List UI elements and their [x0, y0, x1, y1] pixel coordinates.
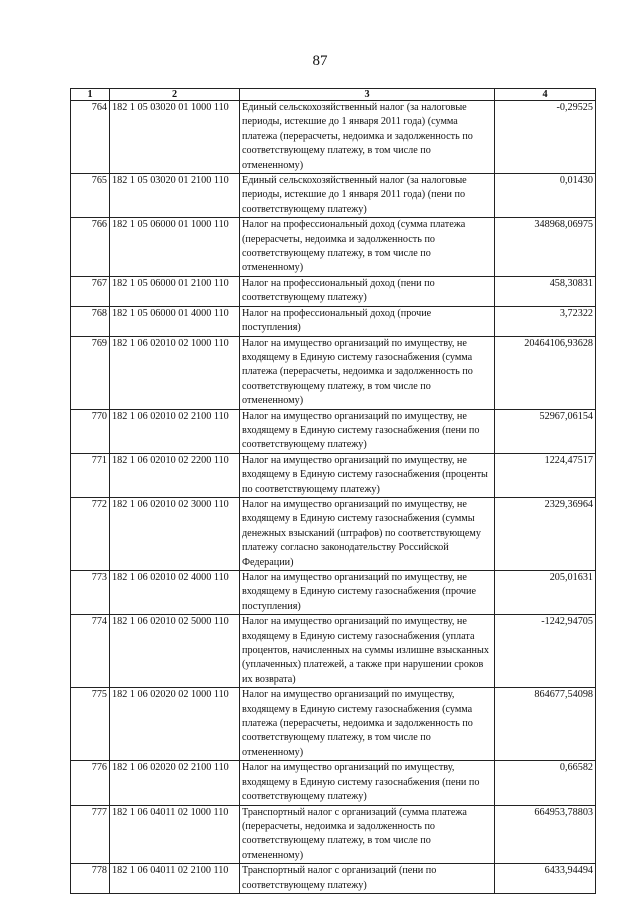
row-amount: 0,66582 — [495, 761, 596, 805]
row-description: Транспортный налог с организаций (пени по соответствующему платежу) — [240, 864, 495, 894]
row-code: 182 1 06 02010 02 1000 110 — [110, 336, 240, 409]
row-code: 182 1 06 04011 02 2100 110 — [110, 864, 240, 894]
row-amount: 20464106,93628 — [495, 336, 596, 409]
row-amount: 1224,47517 — [495, 453, 596, 497]
column-header-description: 3 — [240, 89, 495, 101]
row-code: 182 1 06 02010 02 4000 110 — [110, 571, 240, 615]
row-description: Налог на имущество организаций по имуществу, входящему в Единую систему газоснабжения (сумма платежа (перерасчеты, недоимка и задолженность по соответствующему платежу, в том числе по отмененному) — [240, 688, 495, 761]
row-number: 772 — [71, 497, 110, 570]
row-amount: 6433,94494 — [495, 864, 596, 894]
row-code: 182 1 05 06000 01 1000 110 — [110, 218, 240, 277]
table-row — [71, 761, 596, 805]
row-amount: 348968,06975 — [495, 218, 596, 277]
row-number: 773 — [71, 571, 110, 615]
row-code: 182 1 06 02020 02 2100 110 — [110, 761, 240, 805]
row-code: 182 1 05 06000 01 4000 110 — [110, 306, 240, 336]
row-description: Единый сельскохозяйственный налог (за налоговые периоды, истекшие до 1 января 2011 года) (сумма платежа (перерасчеты, недоимка и задолженность по соответствующему платежу, в том числе по отмененному) — [240, 101, 495, 174]
row-number: 774 — [71, 615, 110, 688]
table-row — [71, 218, 596, 277]
row-number: 765 — [71, 174, 110, 218]
row-description: Налог на имущество организаций по имуществу, не входящему в Единую систему газоснабжения (пени по соответствующему платежу) — [240, 409, 495, 453]
table-row — [71, 615, 596, 688]
row-description: Налог на имущество организаций по имуществу, не входящему в Единую систему газоснабжения (прочие поступления) — [240, 571, 495, 615]
table-row — [71, 101, 596, 174]
row-description: Налог на имущество организаций по имуществу, не входящему в Единую систему газоснабжения (проценты по соответствующему платежу) — [240, 453, 495, 497]
revenue-table — [70, 88, 596, 894]
row-description: Налог на профессиональный доход (прочие поступления) — [240, 306, 495, 336]
row-description: Налог на имущество организаций по имуществу, не входящему в Единую систему газоснабжения (уплата процентов, начисленных на суммы излишне взысканных (уплаченных) платежей, а также при нарушении сроков их возврата) — [240, 615, 495, 688]
table-row — [71, 805, 596, 864]
column-header-amount: 4 — [495, 89, 596, 101]
column-header-number: 1 — [71, 89, 110, 101]
row-amount: 205,01631 — [495, 571, 596, 615]
row-amount: -0,29525 — [495, 101, 596, 174]
row-number: 771 — [71, 453, 110, 497]
row-amount: 664953,78803 — [495, 805, 596, 864]
table-header-row — [71, 89, 596, 101]
row-amount: 0,01430 — [495, 174, 596, 218]
row-number: 778 — [71, 864, 110, 894]
column-header-code: 2 — [110, 89, 240, 101]
row-code: 182 1 06 02010 02 2100 110 — [110, 409, 240, 453]
table-row — [71, 688, 596, 761]
row-number: 776 — [71, 761, 110, 805]
row-number: 766 — [71, 218, 110, 277]
table-row — [71, 409, 596, 453]
row-amount: -1242,94705 — [495, 615, 596, 688]
table-row — [71, 453, 596, 497]
page-number: 87 — [312, 53, 328, 69]
row-description: Налог на имущество организаций по имуществу, не входящему в Единую систему газоснабжения (сумма платежа (перерасчеты, недоимка и задолженность по соответствующему платежу, в том числе по отмененному) — [240, 336, 495, 409]
table-row — [71, 306, 596, 336]
row-description: Налог на профессиональный доход (пени по соответствующему платежу) — [240, 276, 495, 306]
table-row — [71, 336, 596, 409]
row-amount: 3,72322 — [495, 306, 596, 336]
row-code: 182 1 06 04011 02 1000 110 — [110, 805, 240, 864]
row-number: 770 — [71, 409, 110, 453]
row-code: 182 1 06 02010 02 2200 110 — [110, 453, 240, 497]
row-code: 182 1 05 03020 01 2100 110 — [110, 174, 240, 218]
table-row — [71, 174, 596, 218]
row-code: 182 1 05 06000 01 2100 110 — [110, 276, 240, 306]
row-description: Транспортный налог с организаций (сумма платежа (перерасчеты, недоимка и задолженность по соответствующему платежу, в том числе по отмененному) — [240, 805, 495, 864]
table-row — [71, 571, 596, 615]
row-code: 182 1 05 03020 01 1000 110 — [110, 101, 240, 174]
row-number: 767 — [71, 276, 110, 306]
table-row — [71, 276, 596, 306]
row-description: Налог на профессиональный доход (сумма платежа (перерасчеты, недоимка и задолженность по соответствующему платежу, в том числе по отмененному) — [240, 218, 495, 277]
row-amount: 458,30831 — [495, 276, 596, 306]
row-number: 777 — [71, 805, 110, 864]
row-description: Налог на имущество организаций по имуществу, не входящему в Единую систему газоснабжения (суммы денежных взысканий (штрафов) по соответствующему платежу согласно законодательству Российской Федерации) — [240, 497, 495, 570]
row-amount: 52967,06154 — [495, 409, 596, 453]
row-number: 775 — [71, 688, 110, 761]
row-number: 769 — [71, 336, 110, 409]
table-row — [71, 864, 596, 894]
row-number: 764 — [71, 101, 110, 174]
row-amount: 2329,36964 — [495, 497, 596, 570]
row-amount: 864677,54098 — [495, 688, 596, 761]
table-row — [71, 497, 596, 570]
row-code: 182 1 06 02010 02 5000 110 — [110, 615, 240, 688]
row-description: Единый сельскохозяйственный налог (за налоговые периоды, истекшие до 1 января 2011 года) (пени по соответствующему платежу) — [240, 174, 495, 218]
row-description: Налог на имущество организаций по имуществу, входящему в Единую систему газоснабжения (пени по соответствующему платежу) — [240, 761, 495, 805]
row-code: 182 1 06 02020 02 1000 110 — [110, 688, 240, 761]
row-number: 768 — [71, 306, 110, 336]
row-code: 182 1 06 02010 02 3000 110 — [110, 497, 240, 570]
